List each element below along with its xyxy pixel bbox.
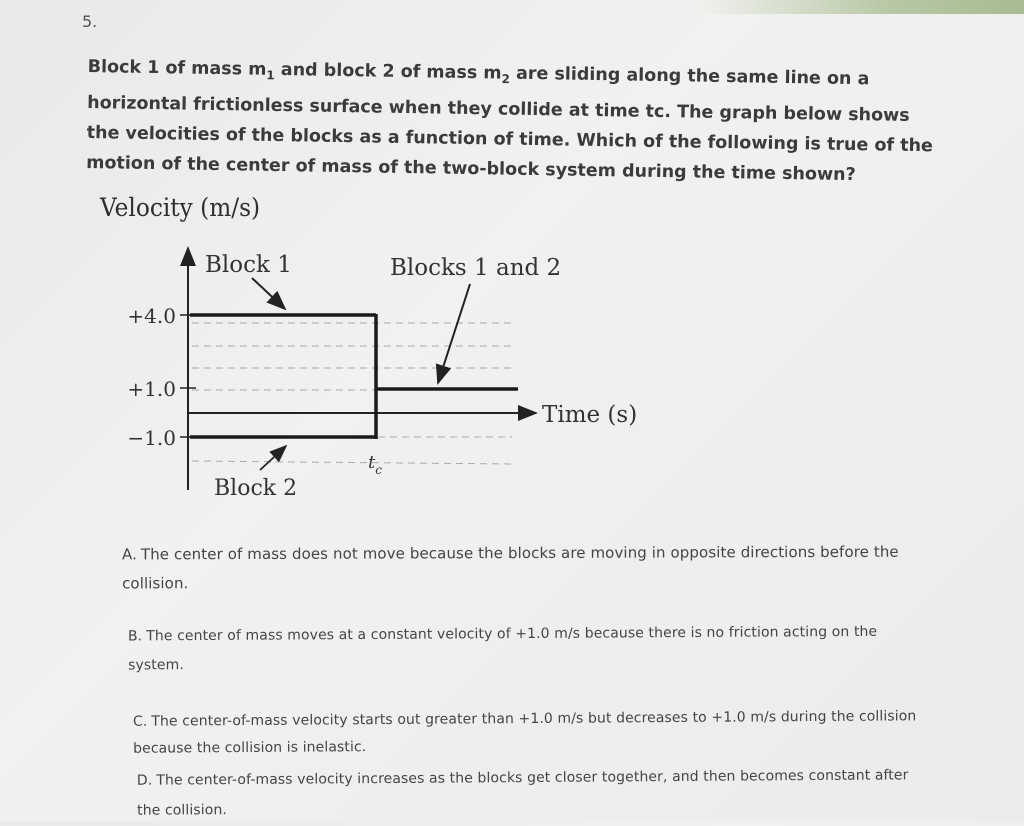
choice-text: The center of mass moves at a constant velocity of +1.0 m/s because there is no friction acting on the system.: [128, 623, 878, 674]
choice-letter: A.: [121, 545, 137, 564]
block2-label: Block 2: [214, 476, 298, 501]
choice-text: The center of mass does not move because the blocks are moving in opposite directions before the collision.: [122, 542, 899, 593]
guide-line: [192, 461, 512, 464]
choice-c[interactable]: [133, 703, 923, 763]
choice-text: The center-of-mass velocity starts out greater than +1.0 m/s but decreases to +1.0 m/s during the collision because the collision is inelastic.: [133, 708, 917, 757]
y-tick-label-1: +1.0: [127, 377, 176, 401]
blocks-combined-pointer-arrow: [438, 284, 470, 383]
mass-subscript-2: 2: [501, 71, 510, 87]
choice-text: The center-of-mass velocity increases as the blocks get closer together, and then becomes constant after the collision.: [137, 767, 909, 819]
dashed-guides: [192, 323, 512, 464]
choice-a[interactable]: [122, 538, 932, 599]
stem-text-2: and block 2 of mass m: [274, 59, 502, 84]
choice-letter: C.: [132, 713, 148, 730]
stem-text-3: are sliding along the same line on a horizontal frictionless surface when they collide at time tc. The graph below shows the velocities of the blocks as a function of time. Which of the following is true of the motion of the center of mass of the two-block system during the time shown?: [86, 63, 934, 185]
x-axis-label: Time (s): [542, 402, 638, 428]
choice-d[interactable]: [137, 760, 917, 825]
question-number: 5.: [82, 12, 98, 31]
block1-label: Block 1: [205, 252, 292, 278]
tc-label: [368, 452, 382, 477]
chart-title: Velocity (m/s): [100, 193, 261, 222]
tc-letter: t: [368, 452, 376, 473]
choice-letter: D.: [136, 772, 153, 789]
tc-subscript: c: [375, 463, 382, 477]
block1-pointer-arrow: [252, 278, 285, 309]
choice-b[interactable]: [128, 618, 928, 681]
blocks-combined-label: Blocks 1 and 2: [390, 255, 562, 281]
y-tick-label-4: +4.0: [127, 304, 176, 328]
y-tick-label-neg1: −1.0: [127, 426, 176, 450]
choice-letter: B.: [127, 628, 143, 645]
stem-text-1: Block 1 of mass m: [87, 56, 267, 80]
mass-subscript-1: 1: [266, 68, 275, 83]
block2-pointer-arrow: [260, 446, 286, 470]
